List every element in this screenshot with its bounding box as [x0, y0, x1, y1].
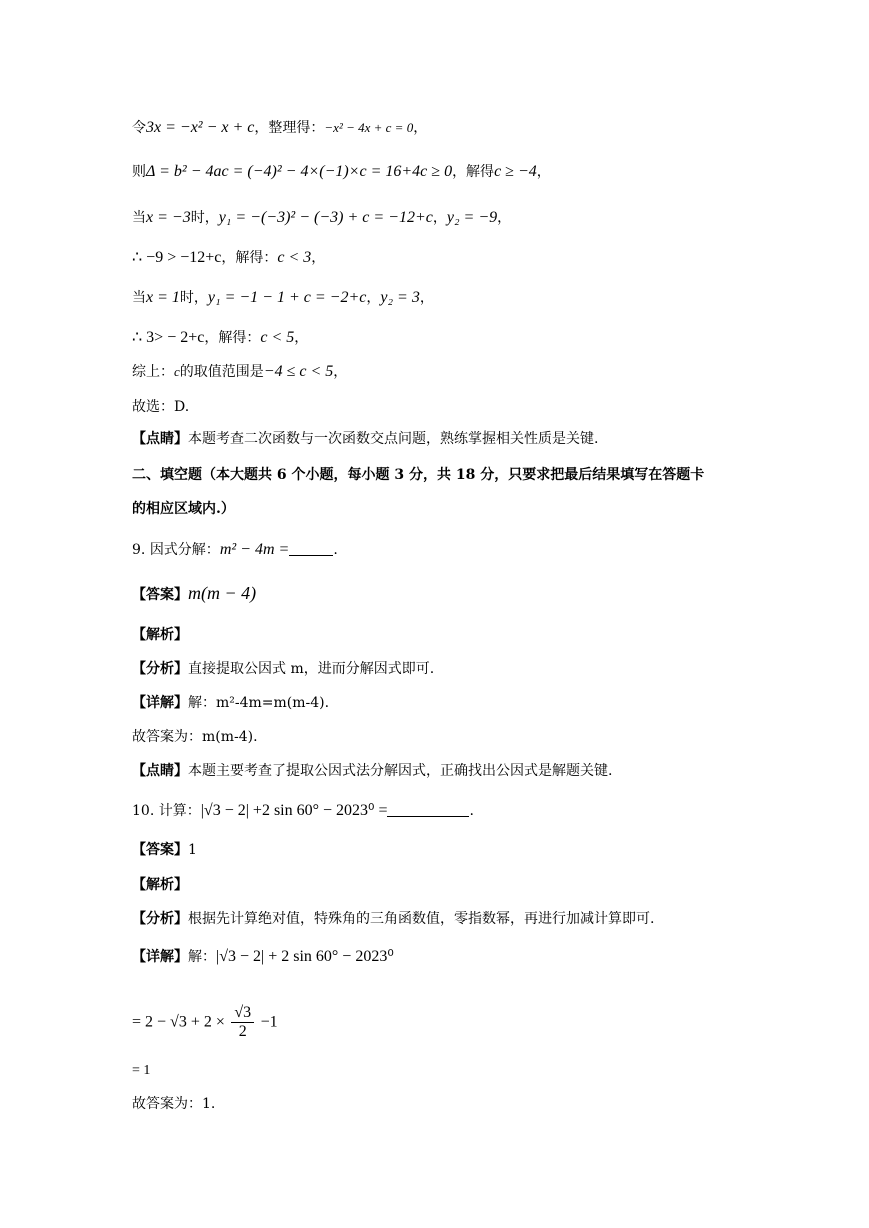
- text: ，: [419, 290, 434, 306]
- line-set-equation: [132, 118, 427, 138]
- math-equation: ∴ 3> − 2+c: [132, 329, 205, 346]
- math-equation: 3x = −x² − x + c: [146, 119, 255, 136]
- q10-analysis-tag: 【解析】: [132, 877, 188, 893]
- text: 令: [132, 120, 146, 136]
- math-equation: ∴ −9 > −12+c: [132, 249, 222, 266]
- section-tag: 【答案】: [132, 842, 188, 858]
- q10-conclusion: 故答案为：1.: [132, 1096, 216, 1112]
- q9-answer: [132, 583, 256, 605]
- math-expression: = 1: [132, 1063, 151, 1078]
- text: ，: [366, 290, 381, 306]
- text: ，: [432, 210, 447, 226]
- text: 本题考查二次函数与一次函数交点问题，熟练掌握相关性质是关键.: [188, 431, 599, 447]
- text: 解：m²-4m=m(m-4).: [188, 695, 330, 711]
- text: 本题主要考查了提取公因式法分解因式，正确找出公因式是解题关键.: [188, 763, 613, 779]
- fraction-numerator: √3: [231, 1004, 254, 1023]
- text: 解：: [188, 949, 216, 965]
- math-equation: y₂ = 3: [380, 289, 420, 306]
- question-number: 10.: [132, 803, 155, 819]
- section-tag: 【分析】: [132, 911, 188, 927]
- text: 时，: [190, 210, 219, 226]
- fraction-denominator: 2: [238, 1023, 247, 1040]
- math-variable: c: [174, 364, 180, 379]
- math-equation: |√3 − 2| +2 sin 60° − 2023⁰ =: [200, 802, 388, 819]
- math-equation: −x² − 4x + c = 0: [324, 120, 414, 135]
- line-solve-c-lt-5: [132, 328, 308, 348]
- math-equation: y₁ = −1 − 1 + c = −2+c: [207, 289, 367, 306]
- q10-step-2: [132, 1060, 150, 1081]
- line-summary: [132, 362, 347, 382]
- text: ，解得：: [221, 250, 278, 266]
- section-heading-cont: 的相应区域内.）: [132, 501, 235, 517]
- section-heading: 二、填空题（本大题共 6 个小题，每小题 3 分，共 18 分，只要求把最后结果填写在答题卡: [132, 467, 705, 483]
- q9-detail: [132, 693, 329, 713]
- math-equation: −4 ≤ c < 5: [263, 363, 334, 380]
- text: 直接提取公因式 m，进而分解因式即可.: [188, 661, 435, 677]
- section-tag: 【分析】: [132, 661, 188, 677]
- math-equation: |√3 − 2| + 2 sin 60° − 2023⁰: [216, 948, 394, 965]
- text: ，: [497, 210, 512, 226]
- text: 当: [132, 290, 146, 306]
- section-tag: 【答案】: [132, 587, 188, 603]
- section-tag: 【详解】: [132, 695, 188, 711]
- line-choice: 故选：D.: [132, 399, 190, 415]
- q9-analysis-tag: 【解析】: [132, 627, 188, 643]
- text: ，整理得：: [254, 120, 325, 136]
- answer-blank: [387, 816, 469, 817]
- line-comment: [132, 429, 598, 449]
- math-equation: m² − 4m =: [219, 541, 290, 558]
- text: 则: [132, 164, 146, 180]
- text: 时，: [179, 290, 208, 306]
- question-number: 9.: [132, 542, 146, 558]
- text: ，解得：: [204, 330, 261, 346]
- math-equation: c < 3: [277, 249, 312, 266]
- question-9: [132, 540, 338, 560]
- math-equation: y₂ = −9: [446, 209, 498, 226]
- text: 因式分解：: [149, 542, 220, 558]
- line-discriminant: [132, 162, 551, 182]
- text: 根据先计算绝对值，特殊角的三角函数值，零指数幂，再进行加减计算即可.: [188, 911, 655, 927]
- answer-blank: [289, 555, 333, 556]
- math-equation: c ≥ −4: [494, 163, 537, 180]
- math-equation: Δ = b² − 4ac = (−4)² − 4×(−1)×c = 16+4c ≥ 0: [146, 163, 453, 180]
- math-equation: y₁ = −(−3)² − (−3) + c = −12+c: [218, 209, 433, 226]
- math-answer: m(m − 4): [188, 583, 257, 603]
- q10-answer: [132, 840, 197, 860]
- q10-step-1: [132, 1004, 278, 1041]
- math-equation: x = 1: [146, 289, 180, 306]
- math-expression: −1: [260, 1013, 278, 1031]
- text: ，: [311, 250, 326, 266]
- text: ，: [333, 364, 348, 380]
- section-tag: 【详解】: [132, 949, 188, 965]
- q9-conclusion: 故答案为：m(m-4).: [132, 729, 258, 745]
- math-equation: c < 5: [260, 329, 295, 346]
- q10-analysis: [132, 909, 654, 929]
- line-solve-c-lt-3: [132, 248, 325, 268]
- fraction: [231, 1004, 254, 1041]
- text: 的取值范围是: [179, 364, 264, 380]
- q10-detail: [132, 947, 394, 967]
- math-expression: = 2 − √3 + 2 ×: [132, 1013, 225, 1031]
- text: ，: [413, 120, 428, 136]
- text: .: [333, 542, 338, 558]
- text: 当: [132, 210, 146, 226]
- text: 1: [188, 842, 197, 858]
- question-10: [132, 801, 474, 821]
- q9-analysis: [132, 659, 434, 679]
- text: 计算：: [158, 803, 201, 819]
- line-case-x-minus3: [132, 208, 511, 228]
- text: ，: [536, 164, 551, 180]
- section-tag: 【点睛】: [132, 763, 188, 779]
- text: ，: [294, 330, 309, 346]
- math-equation: x = −3: [146, 209, 191, 226]
- section-tag: 【点睛】: [132, 431, 188, 447]
- text: ，解得: [452, 164, 495, 180]
- q9-comment: [132, 761, 612, 781]
- text: 综上：: [132, 364, 174, 380]
- line-case-x-1: [132, 288, 434, 308]
- text: .: [469, 803, 474, 819]
